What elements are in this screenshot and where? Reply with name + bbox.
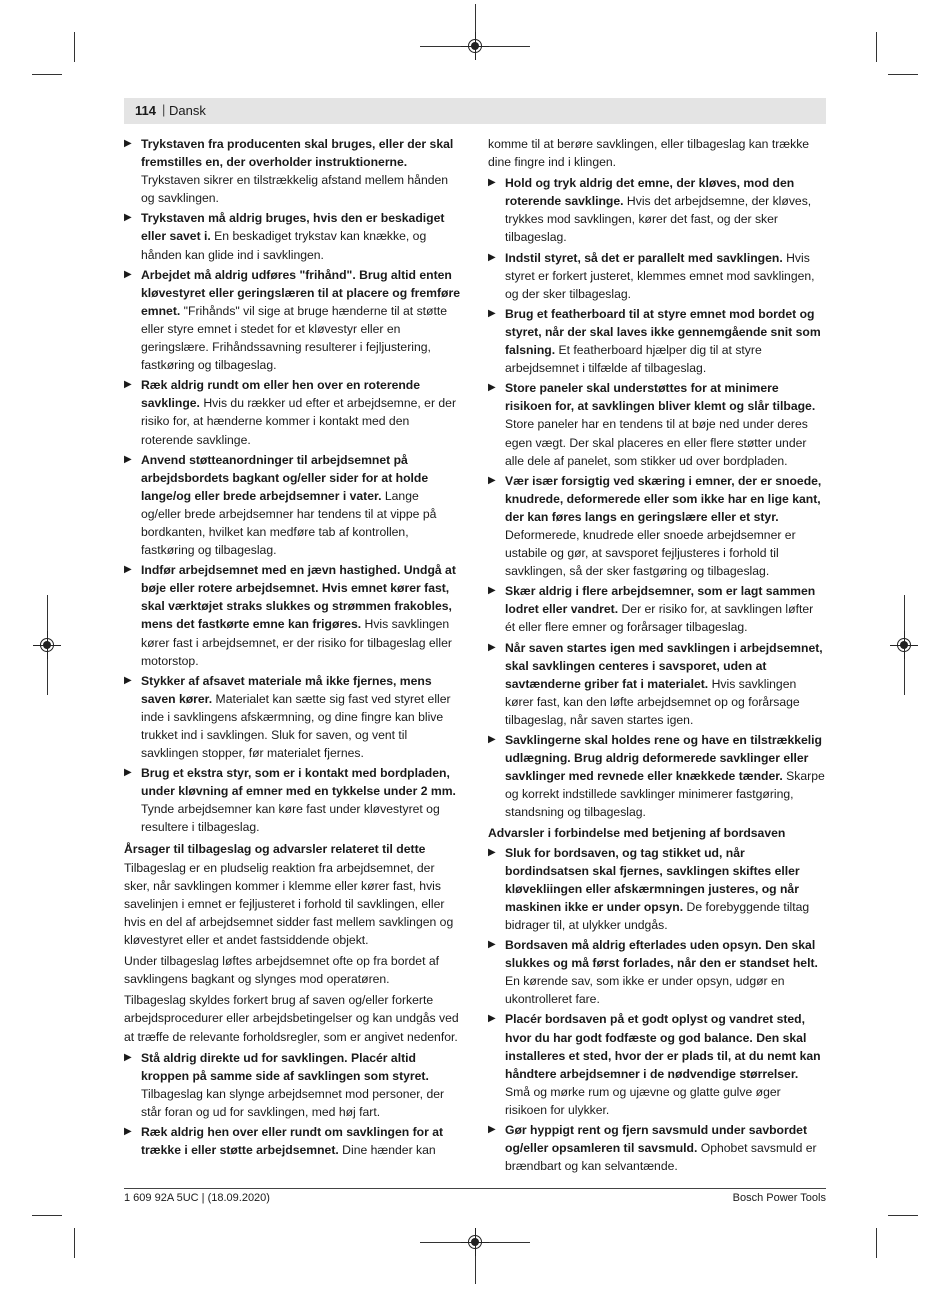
crop-mark xyxy=(74,32,75,62)
explanation-text: Store paneler har en tendens til at bøje ned under deres egen vægt. Der skal placeres en eller flere støtter under alle dele af panelet, som stikker ud over bordpladen. xyxy=(505,417,808,468)
explanation-text: Tilbageslag kan slynge arbejdsemnet mod personer, der står foran og ud for savklingen, med høj fart. xyxy=(141,1086,445,1119)
bullet-arrow-icon: ▶ xyxy=(488,251,496,263)
explanation-text: En kørende sav, som ikke er under opsyn, udgør en ukontrolleret fare. xyxy=(505,974,785,1007)
crop-mark xyxy=(74,1228,75,1258)
explanation-text: De forebyggende tiltag bidrager til, at ulykker undgås. xyxy=(505,899,810,932)
explanation-text: Tilbageslag skyldes forkert brug af saven og/eller forkerte arbejdsprocedurer eller arbejdsbetingelser og kan undgås ved at træffe de relevante forholdsregler, som er angivet nedenfor. xyxy=(124,993,459,1044)
body-paragraph xyxy=(124,991,462,1045)
explanation-text: Der er risiko for, at savklingen løfter ét eller flere emner og forårsager tilbageslag. xyxy=(505,602,814,635)
explanation-text: Tynde arbejdsemner kan køre fast under kløvestyret og resultere i tilbageslag. xyxy=(141,802,440,835)
bullet-arrow-icon: ▶ xyxy=(488,846,496,858)
warning-bold-text: Trykstaven fra producenten skal bruges, eller der skal fremstilles en, der overholder instruktionerne. xyxy=(141,137,454,170)
bullet-arrow-icon: ▶ xyxy=(124,564,132,576)
bullet-arrow-icon: ▶ xyxy=(124,674,132,686)
warning-item xyxy=(124,1049,462,1121)
registration-mark-icon xyxy=(468,1235,482,1249)
body-paragraph xyxy=(488,135,826,171)
body-paragraph xyxy=(124,952,462,988)
warning-bold-text: Gør hyppigt rent og fjern savsmuld under savbordet og/eller opsamleren til savsmuld. xyxy=(505,1122,808,1156)
crop-mark xyxy=(888,74,918,75)
warning-item xyxy=(488,582,826,636)
warning-item xyxy=(488,472,826,581)
warning-bold-text: Arbejdet må aldrig udføres "frihånd". Brug altid enten kløvestyret eller geringslæren til at placere og fremføre emnet. xyxy=(141,267,461,318)
warning-bold-text: Anvend støtteanordninger til arbejdsemnet på arbejdsbordets bagkant og/eller sider for at holde lange/og eller brede arbejdsemner i vater. xyxy=(141,452,429,503)
footer-brand: Bosch Power Tools xyxy=(732,1192,826,1204)
explanation-text: Hvis du rækker ud efter et arbejdsemne, er der risiko for, at hænderne kommer i kontakt med den roterende savklinge. xyxy=(141,396,457,447)
footer-rule xyxy=(124,1188,826,1189)
warning-item xyxy=(488,936,826,1008)
warning-bold-text: Savklingerne skal holdes rene og have en tilstrækkelig udlægning. Brug aldrig deformerede savklinger eller savklinger med revnede eller knækkede tænder. xyxy=(505,733,822,784)
warning-item xyxy=(124,135,462,207)
warning-bold-text: Ræk aldrig hen over eller rundt om savklingen for at trække i eller støtte arbejdsemnet. xyxy=(141,1124,444,1158)
registration-mark-icon xyxy=(468,39,482,53)
bullet-arrow-icon: ▶ xyxy=(124,379,132,391)
explanation-text: komme til at berøre savklingen, eller tilbageslag kan trække dine fingre ind i klingen. xyxy=(488,137,810,170)
warning-item xyxy=(124,266,462,375)
warning-bold-text: Skær aldrig i flere arbejdsemner, som er lagt sammen lodret eller vandret. xyxy=(505,584,816,617)
bullet-arrow-icon: ▶ xyxy=(488,1123,496,1135)
explanation-text: "Frihånds" vil sige at bruge hænderne til at støtte eller styre emnet i stedet for et kløvestyr eller en geringslære. Frihåndssavning resulterer i fejljustering, fastkøring og tilbageslag. xyxy=(141,303,448,373)
warning-bold-text: Indfør arbejdsemnet med en jævn hastighed. Undgå at bøje eller rotere arbejdsemnet. Hvis emnet kører fast, skal værktøjet straks slukkes og strømmen frakobles, mens det fastkørte emne kan frigøres. xyxy=(141,563,456,632)
explanation-text: Skarpe og korrekt indstillede savklinger minimerer fastgøring, standsning og tilbageslag. xyxy=(505,769,825,820)
warning-item xyxy=(124,376,462,448)
warning-item xyxy=(124,1123,462,1159)
explanation-text: Hvis savklingen kører fast i arbejdsemnet, er der risiko for tilbageslag eller motorstop. xyxy=(141,617,452,668)
bullet-arrow-icon: ▶ xyxy=(488,1013,496,1025)
bullet-arrow-icon: ▶ xyxy=(124,767,132,779)
warning-item xyxy=(488,174,826,246)
bullet-arrow-icon: ▶ xyxy=(124,1125,132,1137)
footer-doc-id: 1 609 92A 5UC | (18.09.2020) xyxy=(124,1192,270,1204)
section-heading xyxy=(124,840,462,858)
warning-item xyxy=(488,844,826,934)
bullet-arrow-icon: ▶ xyxy=(124,268,132,280)
warning-bold-text: Sluk for bordsaven, og tag stikket ud, når bordindsatsen skal fjernes, savklingen skiftes eller kløvekliingen eller afskærmningen justeres, og når maskinen ikke er under opsyn. xyxy=(505,845,800,914)
bullet-arrow-icon: ▶ xyxy=(124,138,132,149)
warning-item xyxy=(488,305,826,377)
warning-bold-text: Når saven startes igen med savklingen i arbejdsemnet, skal savklingen centeres i savsporet, uden at savtænderne griber fat i materialet. xyxy=(505,640,823,691)
explanation-text: Ophobet savsmuld er brændbart og kan selvantænde. xyxy=(505,1141,817,1174)
registration-mark-icon xyxy=(40,638,54,652)
bullet-arrow-icon: ▶ xyxy=(488,641,496,653)
warning-bold-text: Brug et ekstra styr, som er i kontakt med bordpladen, under kløvning af emner med en tykkelse under 2 mm. xyxy=(141,766,456,799)
bullet-arrow-icon: ▶ xyxy=(488,734,496,745)
warning-item xyxy=(124,764,462,836)
warning-item xyxy=(124,561,462,670)
explanation-text: Under tilbageslag løftes arbejdsemnet ofte op fra bordet af savklingens bagkant og slynges mod operatøren. xyxy=(124,954,440,987)
bullet-arrow-icon: ▶ xyxy=(488,177,496,189)
crop-mark xyxy=(876,1228,877,1258)
explanation-text: Hvis styret er forkert justeret, klemmes emnet mod savklingen, og der sker tilbageslag. xyxy=(505,250,815,301)
warning-bold-text: Store paneler skal understøttes for at minimere risikoen for, at savklingen bliver klemt og slår tilbage. xyxy=(505,381,816,414)
warning-bold-text: Ræk aldrig rundt om eller hen over en roterende savklinge. xyxy=(141,378,421,411)
explanation-text: Dine hænder kan xyxy=(338,1143,436,1158)
crop-mark xyxy=(32,74,62,75)
warning-item xyxy=(488,1121,826,1175)
bullet-arrow-icon: ▶ xyxy=(124,212,132,224)
bullet-arrow-icon: ▶ xyxy=(488,939,496,951)
crop-mark xyxy=(888,1215,918,1216)
warning-bold-text: Vær især forsigtig ved skæring i emner, der er snoede, knudrede, deformerede eller som ikke har en lige kant, der kan føres langs en geringslære eller et styr. xyxy=(505,473,822,524)
explanation-text: Hvis savklingen kører fast, kan den løfte arbejdsemnet op og forårsage tilbageslag, når saven startes igen. xyxy=(505,676,800,727)
warning-item xyxy=(124,451,462,560)
header-language: Dansk xyxy=(169,103,206,118)
left-column xyxy=(124,135,462,1161)
registration-line xyxy=(475,1256,476,1284)
section-heading xyxy=(488,824,826,842)
warning-item xyxy=(488,249,826,303)
explanation-text: Materialet kan sætte sig fast ved styret eller inde i savklingens afskærmning, og dine fingre kan blive trukket ind i savklingen. Sluk for saven, og vent til savklingen stopper, før materialet fjernes. xyxy=(141,691,451,761)
right-column xyxy=(488,135,826,1177)
explanation-text: Trykstaven sikrer en tilstrækkelig afstand mellem hånden og savklingen. xyxy=(141,173,449,206)
warning-bold-text: Stå aldrig direkte ud for savklingen. Placér altid kroppen på samme side af savklingen som styret. xyxy=(141,1050,429,1083)
warning-item xyxy=(488,639,826,729)
warning-item xyxy=(124,672,462,762)
explanation-text: Lange og/eller brede arbejdsemner har tendens til at vippe på bordkanten, hvilket kan medføre tab af kontrollen, fastkøring og tilbageslag. xyxy=(141,488,437,558)
explanation-text: Et featherboard hjælper dig til at styre arbejdsemnet i tilfælde af tilbageslag. xyxy=(505,343,762,376)
warning-bold-text: Brug et featherboard til at styre emnet mod bordet og styret, når der skal laves ikke gennemgående snit som falsning. xyxy=(505,306,821,358)
explanation-text: Hvis det arbejdsemne, der kløves, trykkes mod savklingen, kører det fast, og der sker tilbageslag. xyxy=(505,194,812,245)
bullet-arrow-icon: ▶ xyxy=(488,307,496,319)
warning-item xyxy=(124,209,462,263)
header-separator: | xyxy=(162,102,166,117)
crop-mark xyxy=(876,32,877,62)
bullet-arrow-icon: ▶ xyxy=(488,474,496,486)
warning-bold-text: Stykker af afsavet materiale må ikke fjernes, mens saven kører. xyxy=(141,673,432,706)
warning-bold-text: Årsager til tilbageslag og advarsler relateret til dette xyxy=(124,841,426,856)
warning-bold-text: Bordsaven må aldrig efterlades uden opsyn. Den skal slukkes og må først forlades, når den er standset helt. xyxy=(505,938,818,971)
warning-item xyxy=(488,379,826,469)
body-paragraph xyxy=(124,859,462,949)
warning-bold-text: Trykstaven må aldrig bruges, hvis den er beskadiget eller savet i. xyxy=(141,211,445,244)
warning-bold-text: Indstil styret, så det er parallelt med savklingen. xyxy=(505,250,783,265)
explanation-text: Små og mørke rum og ujævne og glatte gulve øger risikoen for ulykker. xyxy=(505,1084,781,1117)
page-number: 114 xyxy=(135,103,156,118)
bullet-arrow-icon: ▶ xyxy=(488,382,496,394)
warning-item xyxy=(488,1010,826,1119)
registration-mark-icon xyxy=(897,638,911,652)
bullet-arrow-icon: ▶ xyxy=(488,585,496,597)
page-header xyxy=(124,98,826,124)
warning-item xyxy=(488,731,826,821)
bullet-arrow-icon: ▶ xyxy=(124,1051,132,1063)
explanation-text: En beskadiget trykstav kan knække, og hånden kan glide ind i savklingen. xyxy=(141,229,427,262)
warning-bold-text: Placér bordsaven på et godt oplyst og vandret sted, hvor du har godt fodfæste og god balance. Den skal installeres et sted, hvor der er plads til, at du nemt kan håndtere arbejdsemner i de nødvendige størrelser. xyxy=(505,1012,821,1081)
crop-mark xyxy=(32,1215,62,1216)
explanation-text: Tilbageslag er en pludselig reaktion fra arbejdsemnet, der sker, når savklingen kommer i klemme eller kører fast, hvis savelinjen i emnet er fejljusteret i forhold til savklingen, eller hvis en del af arbejdsemnet sidder fast mellem savklingen og kløvestyret eller et andet fastsiddende objekt. xyxy=(124,860,454,948)
explanation-text: Deformerede, knudrede eller snoede arbejdsemner er ustabile og gør, at savsporet fejljusteres i forhold til savklingen, så der sker fastgøring og tilbageslag. xyxy=(505,527,796,579)
registration-line xyxy=(475,4,476,32)
warning-bold-text: Advarsler i forbindelse med betjening af bordsaven xyxy=(488,826,786,841)
bullet-arrow-icon: ▶ xyxy=(124,453,132,465)
warning-bold-text: Hold og tryk aldrig det emne, der kløves, mod den roterende savklinge. xyxy=(505,176,795,209)
